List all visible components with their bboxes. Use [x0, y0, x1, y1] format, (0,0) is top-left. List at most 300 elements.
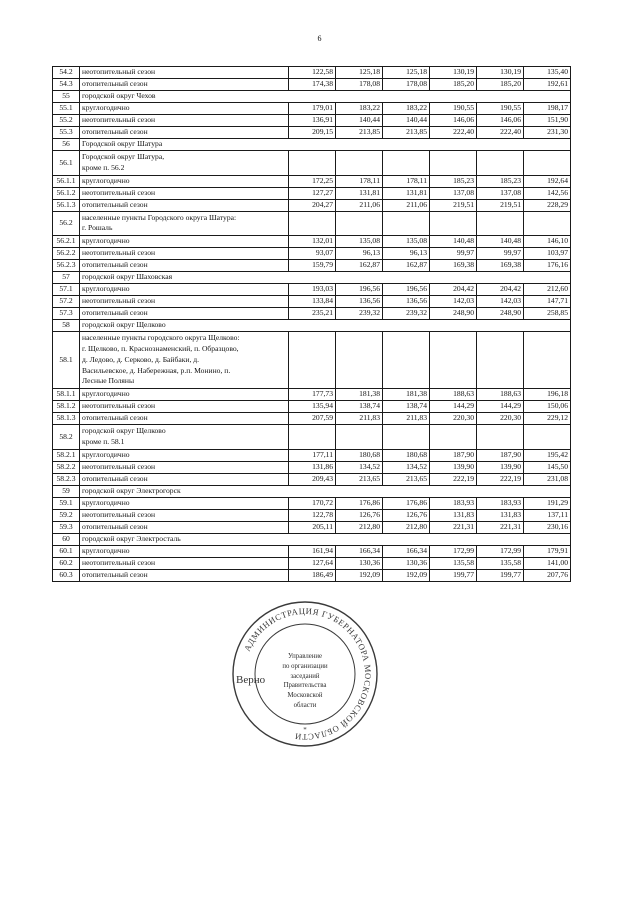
tariff-value: 212,80	[336, 521, 383, 533]
tariff-value	[430, 151, 477, 176]
row-description: отопительный сезон	[80, 569, 289, 581]
row-number: 60.1	[53, 545, 80, 557]
tariff-value: 162,87	[336, 260, 383, 272]
tariff-value	[289, 151, 336, 176]
tariff-value: 174,38	[289, 79, 336, 91]
seal-line: Московской	[287, 692, 323, 700]
tariff-value: 151,90	[524, 115, 571, 127]
table-row	[53, 296, 571, 308]
tariff-value: 139,90	[477, 461, 524, 473]
tariff-value: 141,00	[524, 557, 571, 569]
row-description: круглогодично	[80, 236, 289, 248]
tariff-value: 221,31	[477, 521, 524, 533]
tariff-value: 176,16	[524, 260, 571, 272]
tariff-value: 258,85	[524, 308, 571, 320]
tariff-value: 135,08	[336, 236, 383, 248]
tariff-value: 190,55	[430, 103, 477, 115]
tariff-value: 248,90	[477, 308, 524, 320]
row-description: неотопительный сезон	[80, 509, 289, 521]
row-number: 57.2	[53, 296, 80, 308]
tariff-value: 161,94	[289, 545, 336, 557]
row-number: 59.2	[53, 509, 80, 521]
tariff-value: 222,19	[430, 473, 477, 485]
tariff-value: 204,42	[477, 284, 524, 296]
tariff-value	[524, 151, 571, 176]
row-description: отопительный сезон	[80, 199, 289, 211]
tariff-value: 192,64	[524, 175, 571, 187]
tariff-value	[477, 425, 524, 450]
tariff-value: 228,29	[524, 199, 571, 211]
tariff-value: 177,11	[289, 449, 336, 461]
row-number: 54.3	[53, 79, 80, 91]
row-number: 56	[53, 139, 80, 151]
tariff-value: 209,43	[289, 473, 336, 485]
tariff-value: 186,49	[289, 569, 336, 581]
tariff-value	[336, 211, 383, 236]
table-row	[53, 151, 571, 176]
table-row	[53, 127, 571, 139]
row-description	[80, 211, 289, 236]
table-row	[53, 199, 571, 211]
tariff-value: 183,22	[336, 103, 383, 115]
tariff-value	[336, 425, 383, 450]
tariff-value: 130,36	[336, 557, 383, 569]
description-line: населенные пункты Городского округа Шатура:	[82, 212, 237, 222]
table-row	[53, 389, 571, 401]
table-row	[53, 260, 571, 272]
tariff-value: 142,03	[477, 296, 524, 308]
tariff-value: 191,29	[524, 497, 571, 509]
tariff-value	[383, 211, 430, 236]
tariff-value: 93,07	[289, 248, 336, 260]
row-description: круглогодично	[80, 449, 289, 461]
tariff-value: 185,20	[430, 79, 477, 91]
tariff-value: 178,08	[336, 79, 383, 91]
tariff-value: 138,74	[336, 401, 383, 413]
row-description: городской округ Электросталь	[80, 533, 571, 545]
tariff-value: 239,32	[383, 308, 430, 320]
description-line: кроме п. 58.1	[82, 436, 125, 446]
tariff-value: 204,27	[289, 199, 336, 211]
tariff-value: 144,29	[430, 401, 477, 413]
tariff-value: 193,03	[289, 284, 336, 296]
table-row	[53, 67, 571, 79]
table-row	[53, 557, 571, 569]
tariff-value: 140,44	[336, 115, 383, 127]
row-number: 55.3	[53, 127, 80, 139]
tariff-value: 126,76	[383, 509, 430, 521]
tariff-value: 199,77	[477, 569, 524, 581]
tariff-value	[524, 332, 571, 389]
tariff-value: 127,27	[289, 187, 336, 199]
tariff-value: 222,19	[477, 473, 524, 485]
tariff-value: 172,25	[289, 175, 336, 187]
table-row	[53, 308, 571, 320]
tariff-value: 219,51	[430, 199, 477, 211]
row-description: неотопительный сезон	[80, 557, 289, 569]
tariff-value: 198,17	[524, 103, 571, 115]
description-line: Городской округ Шатура,	[82, 152, 165, 161]
tariff-value: 183,22	[383, 103, 430, 115]
tariff-value: 195,42	[524, 449, 571, 461]
tariff-value: 213,85	[383, 127, 430, 139]
tariff-value: 132,01	[289, 236, 336, 248]
tariff-value: 196,56	[383, 284, 430, 296]
seal-ring-text: АДМИНИСТРАЦИЯ ГУБЕРНАТОРА МОСКОВСКОЙ ОБЛАСТИ	[241, 605, 374, 743]
tariff-value: 205,11	[289, 521, 336, 533]
tariff-value: 166,34	[336, 545, 383, 557]
tariff-value: 248,90	[430, 308, 477, 320]
row-number: 57.1	[53, 284, 80, 296]
row-description: круглогодично	[80, 175, 289, 187]
description-line: г. Щелково, п. Краснознаменский, п. Образцово,	[82, 343, 239, 353]
tariff-value: 181,38	[336, 389, 383, 401]
tariff-value: 199,77	[430, 569, 477, 581]
tariff-value: 136,56	[383, 296, 430, 308]
tariff-value: 176,86	[383, 497, 430, 509]
tariff-value: 230,16	[524, 521, 571, 533]
tariff-value	[524, 211, 571, 236]
tariff-value: 179,91	[524, 545, 571, 557]
tariff-value: 219,51	[477, 199, 524, 211]
table-row	[53, 413, 571, 425]
tariff-value: 185,23	[430, 175, 477, 187]
row-description: неотопительный сезон	[80, 115, 289, 127]
row-number: 55.2	[53, 115, 80, 127]
tariff-value: 176,86	[336, 497, 383, 509]
tariff-value	[430, 332, 477, 389]
row-number: 57	[53, 272, 80, 284]
tariff-value	[524, 425, 571, 450]
row-description: круглогодично	[80, 389, 289, 401]
tariff-value: 136,91	[289, 115, 336, 127]
description-line: городской округ Щелково	[82, 426, 166, 436]
tariff-value: 146,06	[477, 115, 524, 127]
tariff-value	[430, 425, 477, 450]
row-number: 56.1.3	[53, 199, 80, 211]
row-description: отопительный сезон	[80, 127, 289, 139]
row-number: 56.2.1	[53, 236, 80, 248]
row-description: отопительный сезон	[80, 413, 289, 425]
row-number: 56.1.1	[53, 175, 80, 187]
tariff-value: 196,56	[336, 284, 383, 296]
tariff-value	[289, 425, 336, 450]
tariff-value: 170,72	[289, 497, 336, 509]
tariff-value	[336, 151, 383, 176]
tariff-value: 134,52	[336, 461, 383, 473]
tariff-value: 138,74	[383, 401, 430, 413]
row-description: городской округ Чехов	[80, 91, 571, 103]
tariff-value: 211,83	[383, 413, 430, 425]
table-row	[53, 509, 571, 521]
table-row	[53, 497, 571, 509]
row-number: 58	[53, 320, 80, 332]
tariff-value: 162,87	[383, 260, 430, 272]
tariff-value: 213,85	[336, 127, 383, 139]
tariff-value: 131,83	[477, 509, 524, 521]
tariff-value: 178,11	[383, 175, 430, 187]
row-description: круглогодично	[80, 103, 289, 115]
tariff-value: 137,11	[524, 509, 571, 521]
row-number: 58.2.3	[53, 473, 80, 485]
tariff-value: 126,76	[336, 509, 383, 521]
row-number: 59	[53, 485, 80, 497]
table-row	[53, 236, 571, 248]
tariff-value	[477, 151, 524, 176]
seal-line: заседаний	[290, 672, 320, 680]
tariff-value: 187,90	[430, 449, 477, 461]
tariff-value: 209,15	[289, 127, 336, 139]
seal-line: по организации	[282, 662, 328, 670]
table-row	[53, 521, 571, 533]
table-row	[53, 79, 571, 91]
row-number: 58.2.1	[53, 449, 80, 461]
tariff-value: 146,06	[430, 115, 477, 127]
tariff-value: 211,06	[336, 199, 383, 211]
tariff-value: 222,40	[430, 127, 477, 139]
tariff-value: 185,23	[477, 175, 524, 187]
row-number: 58.1.1	[53, 389, 80, 401]
tariff-value: 99,97	[430, 248, 477, 260]
tariff-value: 178,11	[336, 175, 383, 187]
tariff-value	[289, 211, 336, 236]
tariff-value: 135,58	[477, 557, 524, 569]
row-number: 56.2.3	[53, 260, 80, 272]
tariff-value: 135,94	[289, 401, 336, 413]
table-row	[53, 545, 571, 557]
tariff-value: 130,36	[383, 557, 430, 569]
tariff-value: 127,64	[289, 557, 336, 569]
tariff-value: 190,55	[477, 103, 524, 115]
tariff-value: 146,10	[524, 236, 571, 248]
row-description: городской округ Шаховская	[80, 272, 571, 284]
description-line: г. Рошаль	[82, 223, 113, 233]
tariff-value: 140,48	[477, 236, 524, 248]
table-row	[53, 485, 571, 497]
tariff-value: 150,06	[524, 401, 571, 413]
tariff-value: 125,18	[383, 67, 430, 79]
tariff-value: 135,40	[524, 67, 571, 79]
tariff-value: 99,97	[477, 248, 524, 260]
tariff-value: 187,90	[477, 449, 524, 461]
row-description: круглогодично	[80, 497, 289, 509]
tariff-value: 211,83	[336, 413, 383, 425]
description-line: Лесные Поляны	[82, 376, 135, 386]
tariff-value: 140,44	[383, 115, 430, 127]
tariff-value: 185,20	[477, 79, 524, 91]
tariff-value	[383, 425, 430, 450]
table-row	[53, 115, 571, 127]
tariff-value: 220,30	[477, 413, 524, 425]
row-description: отопительный сезон	[80, 260, 289, 272]
tariff-value: 196,18	[524, 389, 571, 401]
tariff-value: 169,38	[430, 260, 477, 272]
tariff-value: 213,65	[336, 473, 383, 485]
row-description: неотопительный сезон	[80, 187, 289, 199]
tariff-value: 137,08	[477, 187, 524, 199]
row-number: 59.3	[53, 521, 80, 533]
row-number: 58.2.2	[53, 461, 80, 473]
row-number: 60.2	[53, 557, 80, 569]
tariff-value: 139,90	[430, 461, 477, 473]
tariff-value	[430, 211, 477, 236]
row-number: 56.1.2	[53, 187, 80, 199]
row-description: отопительный сезон	[80, 473, 289, 485]
row-description: городской округ Щелково	[80, 320, 571, 332]
row-description: отопительный сезон	[80, 308, 289, 320]
seal-line: Управление	[287, 653, 323, 660]
tariff-value: 180,68	[336, 449, 383, 461]
row-description: отопительный сезон	[80, 79, 289, 91]
tariff-value: 181,38	[383, 389, 430, 401]
row-number: 58.2	[53, 425, 80, 450]
description-line: д. Ледово, д. Серково, д. Байбаки, д.	[82, 354, 200, 364]
page-number: 6	[317, 34, 322, 43]
row-number: 56.2	[53, 211, 80, 236]
tariff-value: 142,03	[430, 296, 477, 308]
tariff-value: 231,30	[524, 127, 571, 139]
tariff-value: 207,76	[524, 569, 571, 581]
tariff-value: 140,48	[430, 236, 477, 248]
tariff-value: 178,08	[383, 79, 430, 91]
tariff-value: 166,34	[383, 545, 430, 557]
row-number: 60.3	[53, 569, 80, 581]
tariff-value: 96,13	[336, 248, 383, 260]
tariff-value: 188,63	[477, 389, 524, 401]
tariff-table	[52, 66, 571, 582]
tariff-value: 122,78	[289, 509, 336, 521]
tariff-value: 180,68	[383, 449, 430, 461]
tariff-value: 213,65	[383, 473, 430, 485]
row-number: 58.1.3	[53, 413, 80, 425]
table-row	[53, 187, 571, 199]
tariff-value: 131,81	[383, 187, 430, 199]
tariff-value: 130,19	[477, 67, 524, 79]
verno-signature: Верно	[236, 674, 266, 686]
table-row	[53, 320, 571, 332]
tariff-value: 222,40	[477, 127, 524, 139]
tariff-value: 239,32	[336, 308, 383, 320]
table-row	[53, 284, 571, 296]
table-row	[53, 272, 571, 284]
tariff-value: 142,56	[524, 187, 571, 199]
tariff-value	[383, 332, 430, 389]
seal-center-text	[268, 652, 342, 711]
tariff-value	[289, 332, 336, 389]
tariff-value: 159,79	[289, 260, 336, 272]
row-number: 56.2.2	[53, 248, 80, 260]
row-description: неотопительный сезон	[80, 461, 289, 473]
tariff-value: 212,80	[383, 521, 430, 533]
row-description: неотопительный сезон	[80, 401, 289, 413]
tariff-value: 125,18	[336, 67, 383, 79]
tariff-value: 145,50	[524, 461, 571, 473]
tariff-value: 131,86	[289, 461, 336, 473]
row-description	[80, 425, 289, 450]
table-row	[53, 569, 571, 581]
table-row	[53, 175, 571, 187]
table-row	[53, 332, 571, 389]
tariff-value: 207,59	[289, 413, 336, 425]
row-description: городской округ Электрогорск	[80, 485, 571, 497]
tariff-value: 136,56	[336, 296, 383, 308]
row-description	[80, 332, 289, 389]
tariff-value: 220,30	[430, 413, 477, 425]
tariff-value: 135,58	[430, 557, 477, 569]
tariff-value: 96,13	[383, 248, 430, 260]
svg-text:*: *	[303, 726, 307, 734]
tariff-value	[477, 211, 524, 236]
description-line: Васильевское, д. Набережная, р.п. Монино, п.	[82, 365, 231, 375]
row-description: отопительный сезон	[80, 521, 289, 533]
table-row	[53, 533, 571, 545]
tariff-value: 137,08	[430, 187, 477, 199]
tariff-value: 135,08	[383, 236, 430, 248]
tariff-value: 192,61	[524, 79, 571, 91]
tariff-value: 235,21	[289, 308, 336, 320]
tariff-value: 172,99	[430, 545, 477, 557]
tariff-value: 231,08	[524, 473, 571, 485]
description-line: кроме п. 56.2	[82, 162, 125, 172]
row-number: 58.1	[53, 332, 80, 389]
table-row	[53, 139, 571, 151]
tariff-value: 130,19	[430, 67, 477, 79]
tariff-value: 144,29	[477, 401, 524, 413]
tariff-value: 172,99	[477, 545, 524, 557]
tariff-value	[477, 332, 524, 389]
row-number: 56.1	[53, 151, 80, 176]
table-row	[53, 248, 571, 260]
table-row	[53, 103, 571, 115]
seal-line: области	[293, 701, 317, 709]
row-number: 60	[53, 533, 80, 545]
table-row	[53, 449, 571, 461]
table-row	[53, 401, 571, 413]
table-row	[53, 425, 571, 450]
tariff-value: 188,63	[430, 389, 477, 401]
tariff-value: 103,97	[524, 248, 571, 260]
tariff-value	[336, 332, 383, 389]
row-number: 54.2	[53, 67, 80, 79]
row-number: 59.1	[53, 497, 80, 509]
row-description: круглогодично	[80, 545, 289, 557]
table-row	[53, 211, 571, 236]
tariff-value: 192,09	[383, 569, 430, 581]
table-row	[53, 91, 571, 103]
tariff-value: 204,42	[430, 284, 477, 296]
tariff-value: 183,93	[477, 497, 524, 509]
row-number: 57.3	[53, 308, 80, 320]
tariff-value: 192,09	[336, 569, 383, 581]
tariff-value: 131,83	[430, 509, 477, 521]
tariff-value: 212,60	[524, 284, 571, 296]
row-description: неотопительный сезон	[80, 67, 289, 79]
tariff-value: 177,73	[289, 389, 336, 401]
tariff-value: 179,01	[289, 103, 336, 115]
tariff-value: 134,52	[383, 461, 430, 473]
row-description: круглогодично	[80, 284, 289, 296]
tariff-value: 221,31	[430, 521, 477, 533]
table-row	[53, 461, 571, 473]
row-description	[80, 151, 289, 176]
tariff-value: 122,58	[289, 67, 336, 79]
seal-line: Правительства	[283, 682, 327, 690]
row-description: неотопительный сезон	[80, 248, 289, 260]
tariff-value: 169,38	[477, 260, 524, 272]
tariff-value: 147,71	[524, 296, 571, 308]
tariff-value: 133,84	[289, 296, 336, 308]
tariff-value: 211,06	[383, 199, 430, 211]
